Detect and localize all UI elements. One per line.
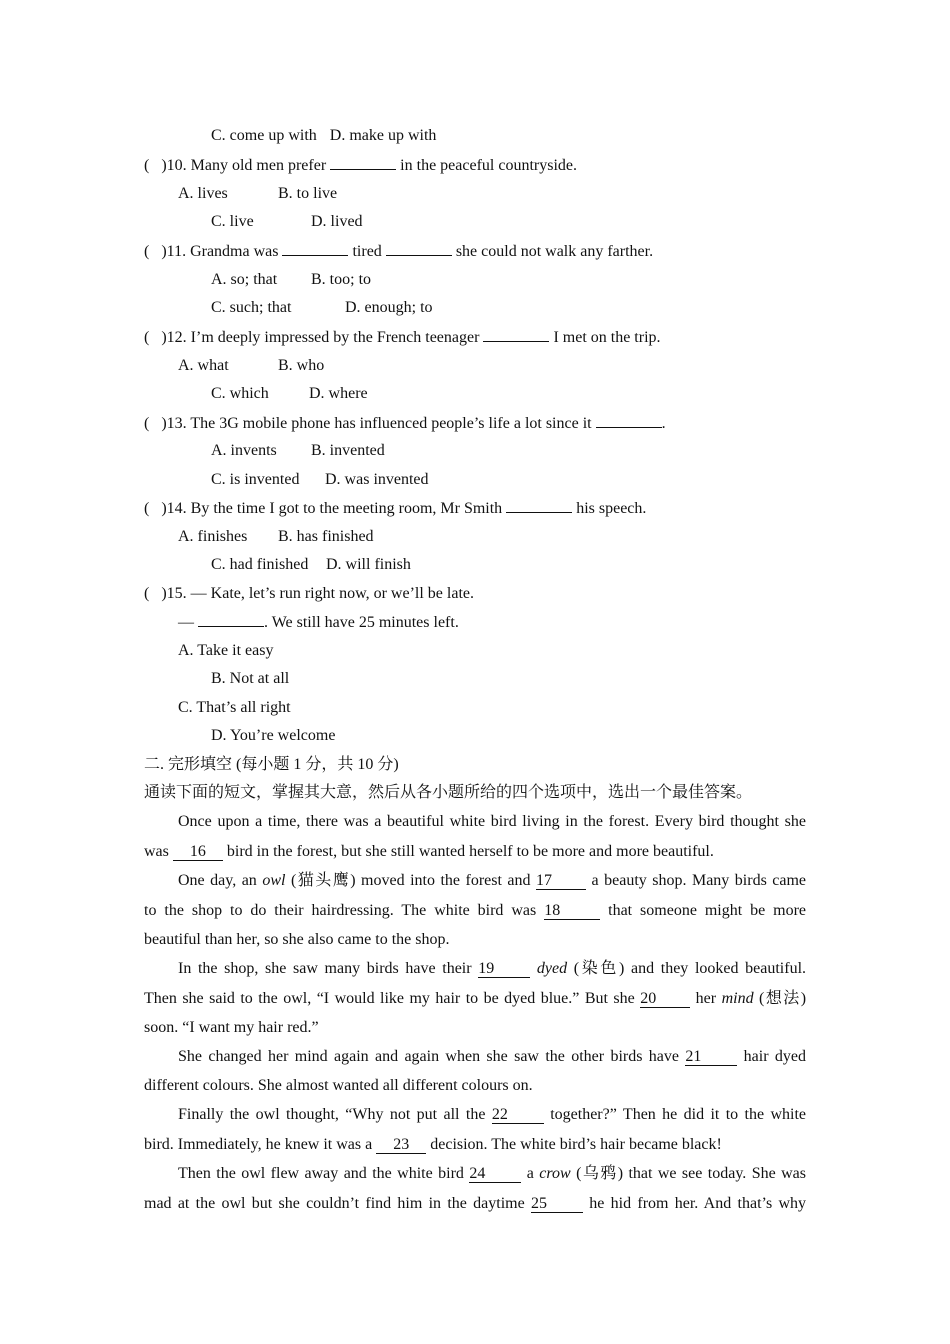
- question-12: ( )12. I’m deeply impressed by the French teenager I met on the trip.: [144, 329, 661, 346]
- passage-line: Once upon a time, there was a beautiful white bird living in the forest. Every bird thought she: [178, 813, 806, 830]
- answer-blank: [386, 241, 452, 256]
- option-d: D. was invented: [325, 471, 429, 488]
- passage-line: In the shop, she saw many birds have their 19 dyed (染色) and they looked beautiful.: [178, 960, 807, 977]
- option-d: D. will finish: [326, 556, 411, 573]
- answer-blank: [483, 327, 549, 342]
- q11-options-cd: [211, 298, 433, 318]
- cloze-blank: 22: [492, 1106, 544, 1124]
- q15-option-a: A. Take it easy: [178, 642, 274, 659]
- question-15: ( )15. — Kate, let’s run right now, or we’ll be late.: [144, 585, 474, 602]
- q14-options-ab: [178, 527, 374, 547]
- q15-option-c: C. That’s all right: [178, 699, 291, 716]
- question-13: ( )13. The 3G mobile phone has influenced people’s life a lot since it .: [144, 415, 666, 432]
- answer-blank: [330, 155, 396, 170]
- option-c: C. such; that: [211, 299, 292, 316]
- q15-option-b: B. Not at all: [211, 670, 290, 687]
- option-d: D. make up with: [329, 127, 437, 144]
- passage-line: to the shop to do their hairdressing. The white bird was 18 that someone might be more: [144, 902, 807, 919]
- q10-options-ab: [178, 184, 337, 204]
- q9-options-cd: [211, 126, 436, 146]
- section-instruction: 通读下面的短文，掌握其大意，然后从各小题所给的四个选项中，选出一个最佳答案。: [144, 784, 753, 801]
- cloze-blank: 16: [173, 843, 223, 861]
- answer-blank: [282, 241, 348, 256]
- question-15-reply: — . We still have 25 minutes left.: [178, 614, 459, 631]
- cloze-blank: 17: [536, 872, 586, 890]
- q10-options-cd: [211, 212, 363, 232]
- answer-blank: [198, 612, 264, 627]
- passage-line: different colours. She almost wanted all different colours on.: [144, 1077, 533, 1094]
- option-b: B. has finished: [278, 528, 374, 545]
- section-heading: 二. 完形填空 (每小题 1 分，共 10 分): [144, 756, 399, 773]
- cloze-blank: 19: [478, 960, 530, 978]
- cloze-blank: 20: [640, 990, 690, 1008]
- cloze-blank: 21: [685, 1048, 737, 1066]
- q14-options-cd: [211, 555, 411, 575]
- q11-options-ab: [211, 270, 371, 290]
- passage-line: was 16 bird in the forest, but she still wanted herself to be more and more beautiful.: [144, 843, 714, 860]
- option-a: A. lives: [178, 185, 228, 202]
- option-b: B. invented: [311, 442, 385, 459]
- option-a: A. what: [178, 357, 229, 374]
- passage-line: mad at the owl but she couldn’t find him in the daytime 25 he hid from her. And that’s why: [144, 1195, 807, 1212]
- passage-line: Finally the owl thought, “Why not put all the 22 together?” Then he did it to the white: [178, 1106, 807, 1123]
- passage-line: beautiful than her, so she also came to the shop.: [144, 931, 450, 948]
- q12-options-cd: [211, 384, 368, 404]
- passage-line: She changed her mind again and again when she saw the other birds have 21 hair dyed: [178, 1048, 806, 1065]
- passage-line: soon. “I want my hair red.”: [144, 1019, 319, 1036]
- cloze-blank: 23: [376, 1136, 426, 1154]
- cloze-blank: 18: [544, 902, 600, 920]
- question-14: ( )14. By the time I got to the meeting room, Mr Smith his speech.: [144, 500, 647, 517]
- option-a: A. invents: [211, 442, 277, 459]
- cloze-blank: 25: [531, 1195, 583, 1213]
- option-d: D. lived: [311, 213, 363, 230]
- answer-blank: [596, 413, 662, 428]
- option-b: B. too; to: [311, 271, 372, 288]
- option-c: C. is invented: [211, 471, 300, 488]
- question-10: ( )10. Many old men prefer in the peaceful countryside.: [144, 157, 577, 174]
- option-c: C. which: [211, 385, 269, 402]
- passage-line: bird. Immediately, he knew it was a 23 decision. The white bird’s hair became black!: [144, 1136, 722, 1153]
- option-c: C. live: [211, 213, 254, 230]
- q12-options-ab: [178, 356, 324, 376]
- passage-line: Then she said to the owl, “I would like my hair to be dyed blue.” But she 20 her mind (想法): [144, 990, 807, 1007]
- q15-option-d: D. You’re welcome: [211, 727, 336, 744]
- q13-options-ab: [211, 441, 385, 461]
- passage-line: One day, an owl (猫头鹰) moved into the forest and 17 a beauty shop. Many birds came: [178, 872, 807, 889]
- option-a: A. finishes: [178, 528, 248, 545]
- option-c: C. had finished: [211, 556, 309, 573]
- q13-options-cd: [211, 470, 429, 490]
- passage-line: Then the owl flew away and the white bird 24 a crow (乌鸦) that we see today. She was: [178, 1165, 807, 1182]
- option-b: B. to live: [278, 185, 338, 202]
- option-b: B. who: [278, 357, 325, 374]
- cloze-blank: 24: [469, 1165, 521, 1183]
- option-a: A. so; that: [211, 271, 278, 288]
- question-11: ( )11. Grandma was tired she could not walk any farther.: [144, 243, 654, 260]
- answer-blank: [506, 498, 572, 513]
- option-d: D. enough; to: [345, 299, 433, 316]
- option-c: C. come up with: [211, 127, 317, 144]
- option-d: D. where: [309, 385, 368, 402]
